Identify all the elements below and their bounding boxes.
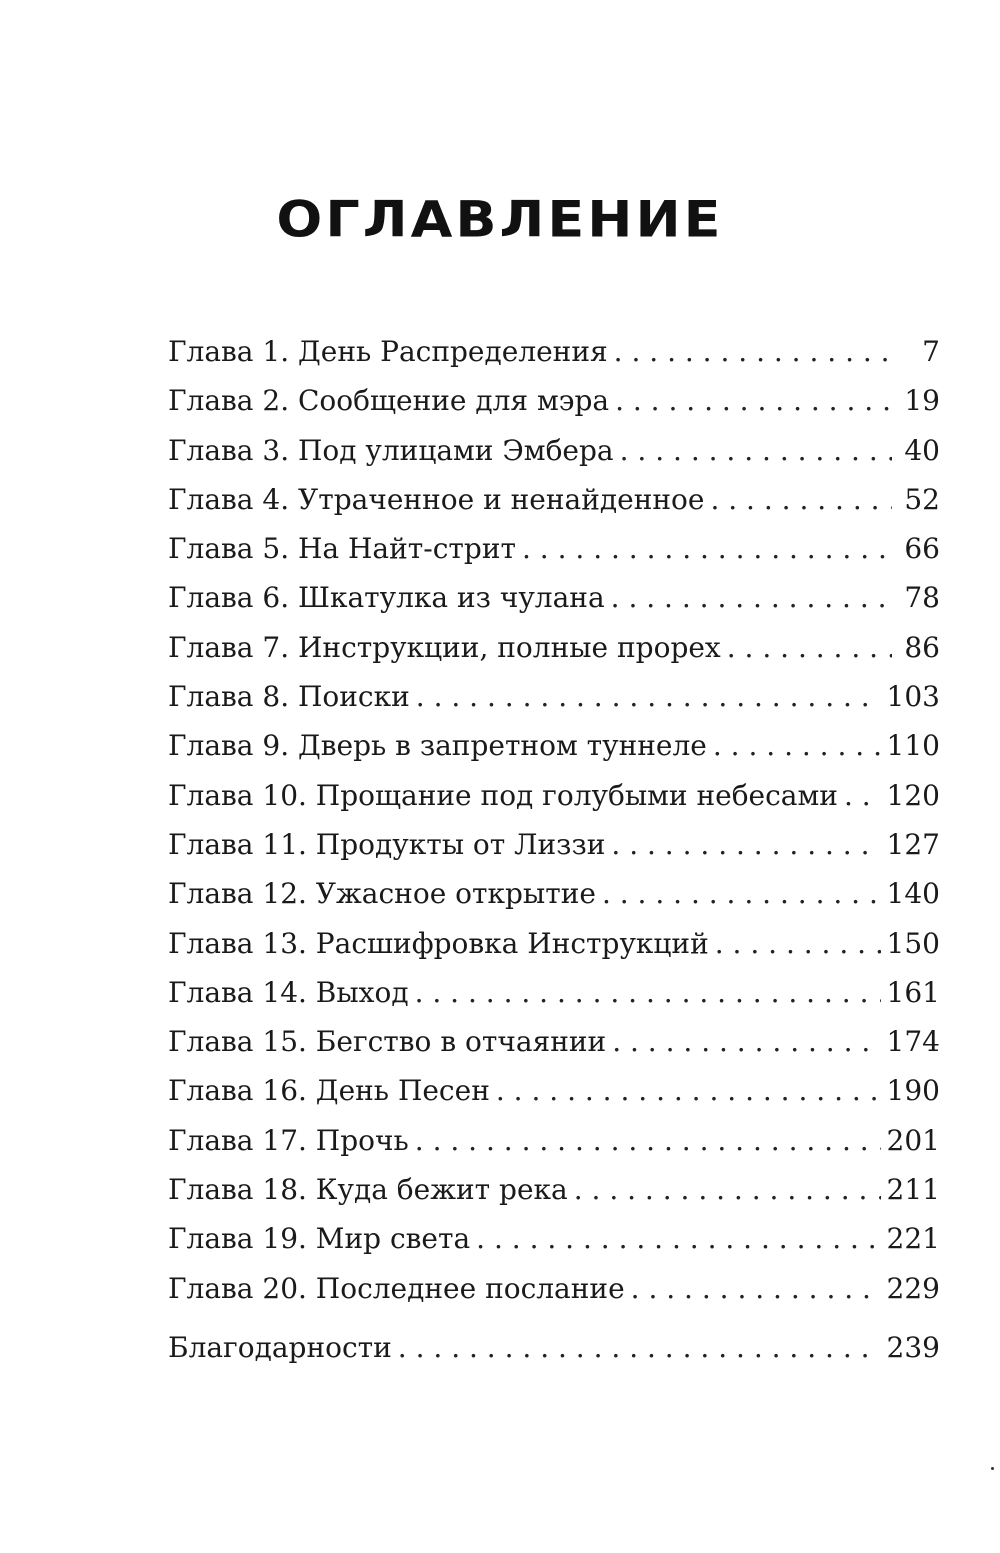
table-of-contents <box>168 327 940 1372</box>
toc-entry-page: 66 <box>904 532 940 566</box>
toc-entry <box>168 1264 940 1313</box>
toc-entry-page: 19 <box>904 384 940 418</box>
spacer <box>168 1313 940 1323</box>
toc-entry-label: Глава 3. Под улицами Эмбера <box>168 433 614 467</box>
dot-leader <box>398 1323 881 1372</box>
toc-entry-page: 7 <box>922 335 940 368</box>
toc-entry-page: 110 <box>886 729 940 763</box>
dot-leader <box>710 475 892 524</box>
toc-entry-page: 174 <box>886 1025 940 1059</box>
toc-entry-label: Глава 16. День Песен <box>168 1074 490 1108</box>
dot-leader <box>620 426 892 475</box>
toc-entry-page: 150 <box>886 926 940 960</box>
dot-leader <box>612 1017 880 1066</box>
toc-entry-acknowledgements <box>168 1323 940 1372</box>
toc-entry-page: 229 <box>886 1271 940 1305</box>
toc-entry <box>168 573 940 622</box>
toc-entry-label: Глава 13. Расшифровка Инструкций <box>168 926 709 960</box>
toc-entry <box>168 721 940 770</box>
toc-entry <box>168 1116 940 1165</box>
toc-entry <box>168 623 940 672</box>
toc-entry-page: 239 <box>886 1330 940 1364</box>
toc-entry <box>168 475 940 524</box>
toc-entry-page: 140 <box>886 877 940 911</box>
dot-leader <box>614 327 892 376</box>
dot-leader <box>631 1264 881 1313</box>
dot-leader <box>715 919 881 968</box>
toc-entry-label: Глава 17. Прочь <box>168 1123 409 1157</box>
toc-entry-label: Глава 11. Продукты от Лиззи <box>168 827 606 861</box>
toc-entry <box>168 820 940 869</box>
toc-entry-label: Глава 14. Выход <box>168 975 409 1009</box>
toc-entry-label: Глава 7. Инструкции, полные прорех <box>168 630 721 664</box>
toc-entry-label: Глава 9. Дверь в запретном туннеле <box>168 729 707 763</box>
toc-entry-label: Глава 10. Прощание под голубыми небесами <box>168 778 838 812</box>
toc-entry <box>168 919 940 968</box>
toc-entry-page: 78 <box>904 581 940 615</box>
toc-entry <box>168 1214 940 1263</box>
dot-leader <box>415 1116 881 1165</box>
dot-leader <box>574 1165 881 1214</box>
toc-entry-label: Глава 6. Шкатулка из чулана <box>168 581 605 615</box>
toc-entry-label: Глава 2. Сообщение для мэра <box>168 384 610 418</box>
toc-entry-page: 52 <box>904 482 940 516</box>
toc-entry-label: Глава 4. Утраченное и ненайденное <box>168 482 705 516</box>
dot-leader <box>602 869 881 918</box>
dot-leader <box>522 524 892 573</box>
toc-entry-page: 40 <box>904 433 940 467</box>
toc-entry <box>168 771 940 820</box>
dot-leader <box>844 771 881 820</box>
dot-leader <box>713 721 881 770</box>
dot-leader <box>416 672 881 721</box>
toc-entry <box>168 327 940 376</box>
toc-entry-page: 190 <box>886 1074 940 1108</box>
dot-leader <box>727 623 892 672</box>
toc-entry-page: 86 <box>904 630 940 664</box>
toc-entry-label: Глава 15. Бегство в отчаянии <box>168 1025 607 1059</box>
toc-entry <box>168 672 940 721</box>
toc-entry <box>168 376 940 425</box>
toc-entry-label: Глава 8. Поиски <box>168 680 410 714</box>
toc-entry-page: 103 <box>886 680 940 714</box>
toc-entry-label: Глава 20. Последнее послание <box>168 1271 625 1305</box>
toc-entry-label: Глава 1. День Распределения <box>168 335 608 368</box>
toc-entry <box>168 426 940 475</box>
dot-leader <box>415 968 881 1017</box>
toc-entry-page: 211 <box>886 1173 940 1207</box>
page-title: ОГЛАВЛЕНИЕ <box>276 190 724 249</box>
toc-entry-page: 127 <box>886 827 940 861</box>
toc-entry-page: 120 <box>886 778 940 812</box>
toc-entry <box>168 869 940 918</box>
toc-entry-label: Глава 12. Ужасное открытие <box>168 877 596 911</box>
toc-entry <box>168 524 940 573</box>
dot-leader <box>476 1214 880 1263</box>
toc-entry-page: 221 <box>886 1222 940 1256</box>
toc-entry-label: Глава 18. Куда бежит река <box>168 1173 568 1207</box>
toc-entry-label: Глава 5. На Найт-стрит <box>168 532 516 566</box>
toc-entry <box>168 1017 940 1066</box>
dot-leader <box>496 1066 881 1115</box>
toc-entry <box>168 1066 940 1115</box>
toc-entry <box>168 1165 940 1214</box>
dot-leader <box>615 376 892 425</box>
dot-leader <box>611 820 880 869</box>
toc-entry <box>168 968 940 1017</box>
toc-entry-page: 201 <box>886 1123 940 1157</box>
toc-entry-page: 161 <box>886 975 940 1009</box>
print-speck <box>991 1467 994 1470</box>
dot-leader <box>611 573 892 622</box>
toc-entry-label: Глава 19. Мир света <box>168 1222 471 1256</box>
toc-entry-label: Благодарности <box>168 1330 392 1364</box>
